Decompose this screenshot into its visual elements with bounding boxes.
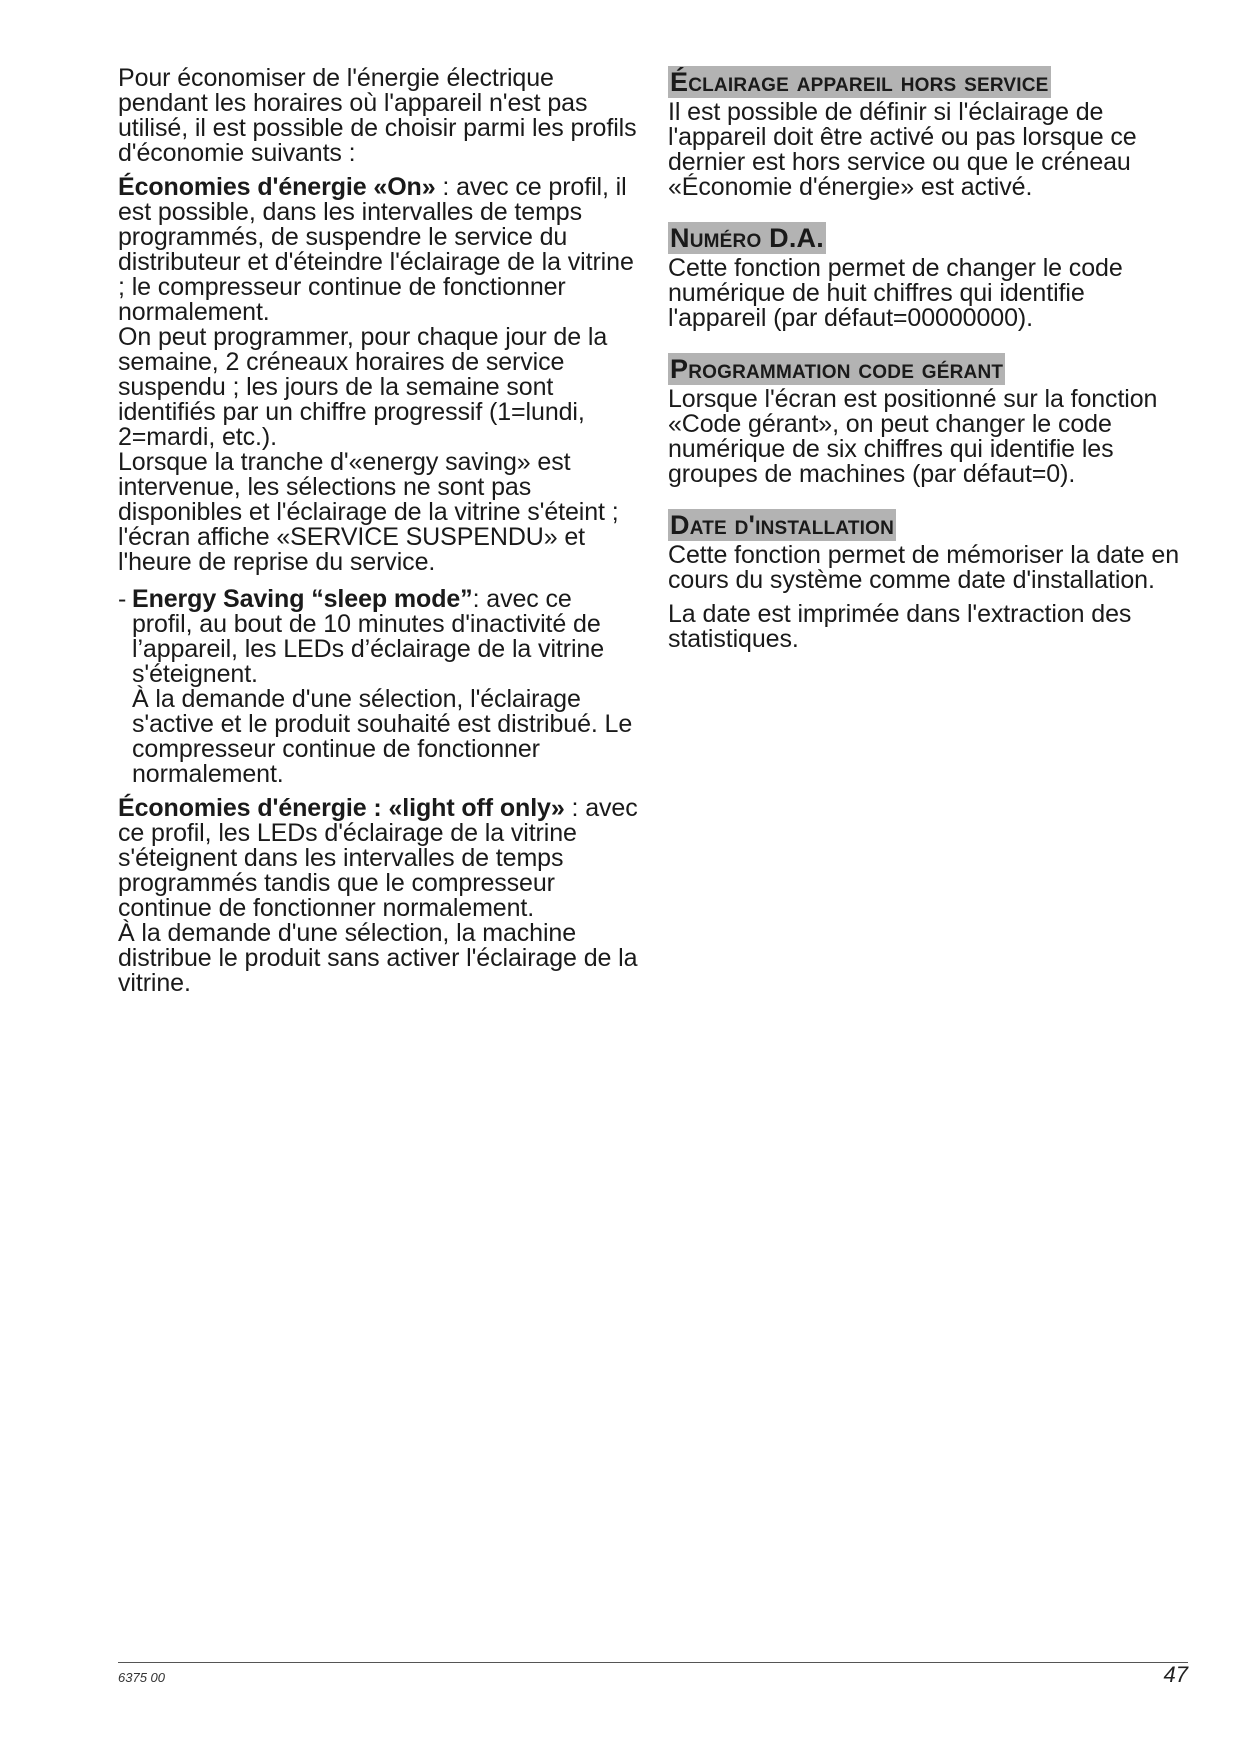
energy-on-display: Lorsque la tranche d'«energy saving» est intervenue, les sélections ne sont pas disponibles et l'éclairage de la vitrine s'éteint ; l'écran affiche «SERVICE SUSPENDU» et l'heure de reprise du service. [118, 448, 619, 576]
sleep-mode-text: : avec ce profil, au bout de 10 minutes d'inactivité de l’appareil, les LEDs d’éclairage de la vitrine s'éteignent. [132, 585, 605, 688]
energy-on-text: : avec ce profil, il est possible, dans les intervalles de temps programmés, de suspendre le service du distributeur et d'éteindre l'éclairage de la vitrine ; le compresseur continue de fonctionner normalement. [118, 173, 634, 326]
section-heading: Numéro D.A. [670, 223, 824, 253]
sleep-mode-title: Energy Saving “sleep mode” [132, 585, 473, 613]
light-off-paragraph [118, 796, 638, 921]
energy-on-paragraph [118, 175, 638, 325]
section-paragraph: Lorsque l'écran est positionné sur la fonction «Code gérant», on peut changer le code numérique de six chiffres qui identifie les groupes de machines (par défaut=0). [668, 385, 1158, 488]
section-paragraph: Il est possible de définir si l'éclairage de l'appareil doit être activé ou pas lorsque ce dernier est hors service ou que le créneau «Économie d'énergie» est activé. [668, 98, 1137, 201]
section-heading: Programmation code gérant [670, 354, 1004, 384]
footer-divider [118, 1662, 1188, 1663]
section-machine-number [668, 222, 1188, 331]
sleep-mode-item [118, 587, 638, 787]
section-lighting-out-of-service [668, 66, 1188, 200]
right-column [668, 66, 1188, 674]
document-code: 6375 00 [118, 1670, 165, 1685]
section-paragraph: Cette fonction permet de changer le code numérique de huit chiffres qui identifie l'appareil (par défaut=00000000). [668, 254, 1123, 332]
section-paragraph: La date est imprimée dans l'extraction des statistiques. [668, 600, 1132, 653]
section-installation-date [668, 509, 1188, 652]
list-dash: - [118, 585, 127, 613]
section-manager-code [668, 353, 1188, 487]
light-off-text: : avec ce profil, les LEDs d'éclairage de la vitrine s'éteignent dans les intervalles de temps programmés tandis que le compresseur continue de fonctionner normalement. [118, 794, 638, 922]
section-heading: Date d'installation [670, 510, 895, 540]
intro-paragraph: Pour économiser de l'énergie électrique pendant les horaires où l'appareil n'est pas utilisé, il est possible de choisir parmi les profils d'économie suivants : [118, 64, 637, 167]
sleep-mode-paragraph [132, 587, 638, 687]
section-paragraph: Cette fonction permet de mémoriser la date en cours du système comme date d'installation. [668, 541, 1180, 594]
left-column [118, 66, 638, 996]
energy-on-title: Économies d'énergie «On» [118, 173, 436, 201]
page-number: 47 [1163, 1662, 1188, 1687]
section-heading: Éclairage appareil hors service [670, 67, 1049, 97]
energy-on-schedule: On peut programmer, pour chaque jour de la semaine, 2 créneaux horaires de service suspendu ; les jours de la semaine sont identifiés par un chiffre progressif (1=lundi, 2=mardi, etc.). [118, 323, 608, 451]
light-off-title: Économies d'énergie : «light off only» [118, 794, 565, 822]
light-off-text-2: À la demande d'une sélection, la machine distribue le produit sans activer l'éclairage de la vitrine. [118, 919, 638, 997]
sleep-mode-text-2: À la demande d'une sélection, l'éclairage s'active et le produit souhaité est distribué. Le compresseur continue de fonctionner normalement. [132, 685, 633, 788]
